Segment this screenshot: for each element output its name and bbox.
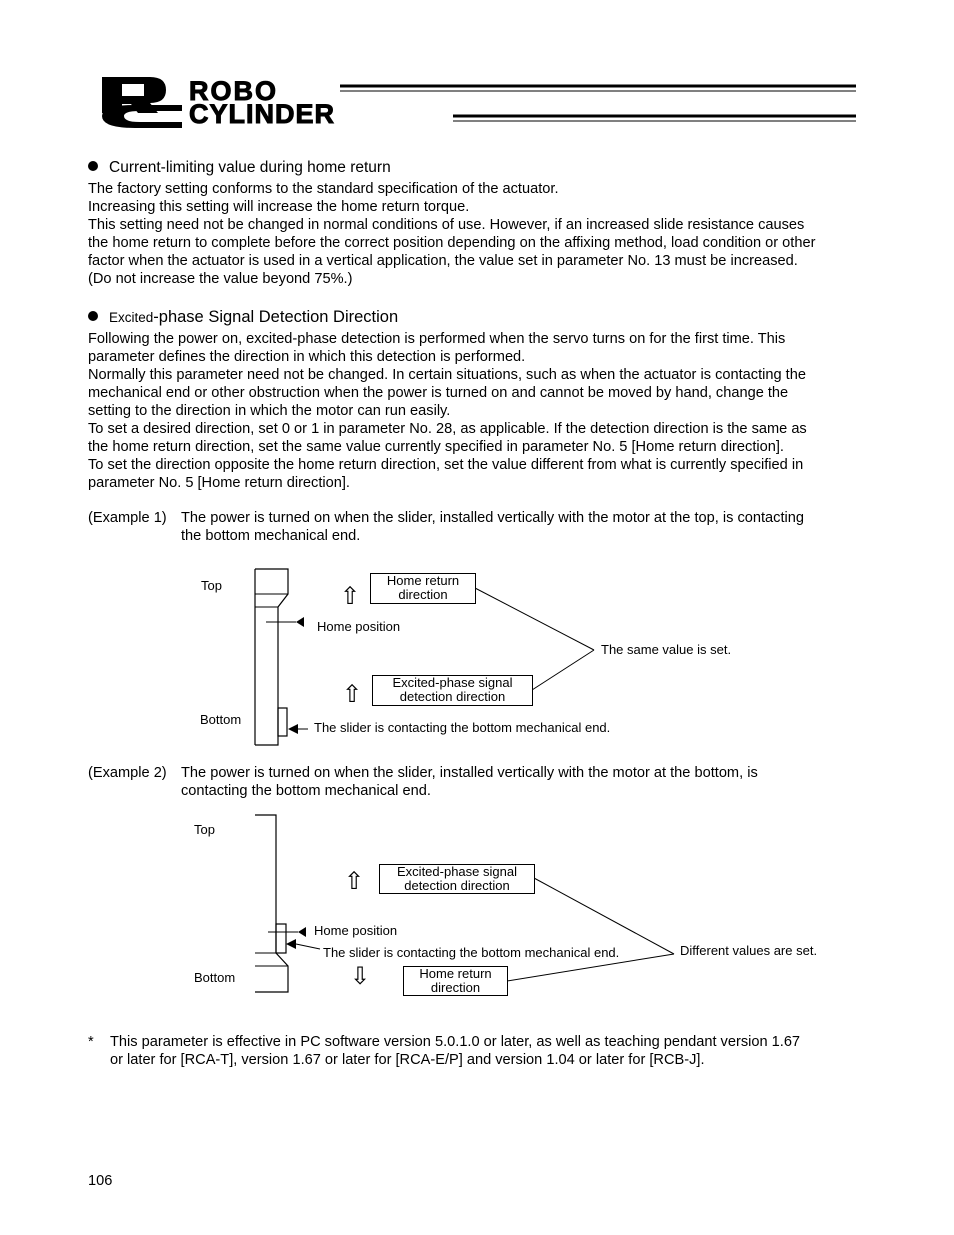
section-heading-text: -phase Signal Detection Direction xyxy=(153,308,399,326)
paragraph-line: (Do not increase the value beyond 75%.) xyxy=(88,271,353,287)
paragraph-line: Normally this parameter need not be changed. In certain situations, such as when the actuator is contacting the xyxy=(88,367,806,383)
home-position-label: Home position xyxy=(317,619,401,634)
home-return-direction-box xyxy=(403,966,508,996)
section-heading-text: Current-limiting value during home return xyxy=(109,159,391,176)
footnote-marker: * xyxy=(88,1034,94,1050)
paragraph-line: parameter defines the direction in which this detection is performed. xyxy=(88,349,526,365)
logo-text-cylinder: CYLINDER xyxy=(189,99,336,129)
box-line: Home return xyxy=(419,966,492,981)
example-line: The power is turned on when the slider, installed vertically with the motor at the bottom, is xyxy=(181,765,758,781)
excited-phase-box xyxy=(379,864,535,894)
top-label: Top xyxy=(201,578,222,593)
footnote-line: This parameter is effective in PC software version 5.0.1.0 or later, as well as teaching pendant version 1.67 xyxy=(110,1034,801,1050)
up-arrow-icon: ⇧ xyxy=(342,681,363,708)
example-line: contacting the bottom mechanical end. xyxy=(181,783,431,799)
paragraph-line: factor when the actuator is used in a vertical application, the value set in parameter No. 13 must be increased. xyxy=(88,253,798,269)
example-tag: (Example 1) xyxy=(88,510,167,526)
same-value-label: The same value is set. xyxy=(601,642,732,657)
box-line: Excited-phase signal xyxy=(392,675,513,690)
paragraph-line: To set the direction opposite the home return direction, set the value different from what is currently specified in xyxy=(88,457,804,473)
bottom-label: Bottom xyxy=(194,970,236,985)
slider-contact-label: The slider is contacting the bottom mechanical end. xyxy=(323,945,620,960)
logo-text-robo: ROBO xyxy=(189,76,278,106)
home-position-label: Home position xyxy=(314,923,398,938)
box-line: detection direction xyxy=(404,878,510,893)
down-arrow-icon: ⇩ xyxy=(350,963,371,990)
paragraph-line: Following the power on, excited-phase detection is performed when the servo turns on for the first time. This xyxy=(88,331,786,347)
paragraph-line: setting to the direction in which the motor can run easily. xyxy=(88,403,451,419)
paragraph-line: Increasing this setting will increase the home return torque. xyxy=(88,199,470,215)
paragraph-line: the home return to complete before the correct position depending on the affixing method, load condition or other xyxy=(88,235,816,251)
bottom-label: Bottom xyxy=(200,712,242,727)
box-line: direction xyxy=(398,587,448,602)
up-arrow-icon: ⇧ xyxy=(340,583,361,610)
example-line: The power is turned on when the slider, installed vertically with the motor at the top, is contacting xyxy=(181,510,804,526)
example-tag: (Example 2) xyxy=(88,765,167,781)
paragraph-line: The factory setting conforms to the standard specification of the actuator. xyxy=(88,181,559,197)
different-values-label: Different values are set. xyxy=(680,943,818,958)
footnote xyxy=(88,1033,878,1069)
slider-contact-label: The slider is contacting the bottom mechanical end. xyxy=(314,720,611,735)
paragraph-line: To set a desired direction, set 0 or 1 in parameter No. 28, as applicable. If the detection direction is the same as xyxy=(88,421,807,437)
example-line: the bottom mechanical end. xyxy=(181,528,361,544)
box-line: direction xyxy=(430,980,481,995)
top-label: Top xyxy=(194,822,215,837)
footnote-line: or later for [RCA-T], version 1.67 or later for [RCA-E/P] and version 1.04 or later for [RCB-J]. xyxy=(110,1052,705,1068)
page-number: 106 xyxy=(88,1173,113,1189)
paragraph-line: mechanical end or other obstruction when the power is turned on and cannot be moved by hand, change the xyxy=(88,385,789,401)
paragraph-line: parameter No. 5 [Home return direction]. xyxy=(88,475,350,491)
up-arrow-icon: ⇧ xyxy=(344,868,365,895)
box-line: Excited-phase signal xyxy=(397,864,517,879)
section-heading-small-text: Excited xyxy=(109,310,154,325)
paragraph-line: the home return direction, set the same value currently specified in parameter No. 5 [Home return direction]. xyxy=(88,439,784,455)
box-line: Home return xyxy=(386,573,460,588)
paragraph-line: This setting need not be changed in normal conditions of use. However, if an increased slide resistance causes xyxy=(88,217,805,233)
box-line: detection direction xyxy=(399,689,506,704)
